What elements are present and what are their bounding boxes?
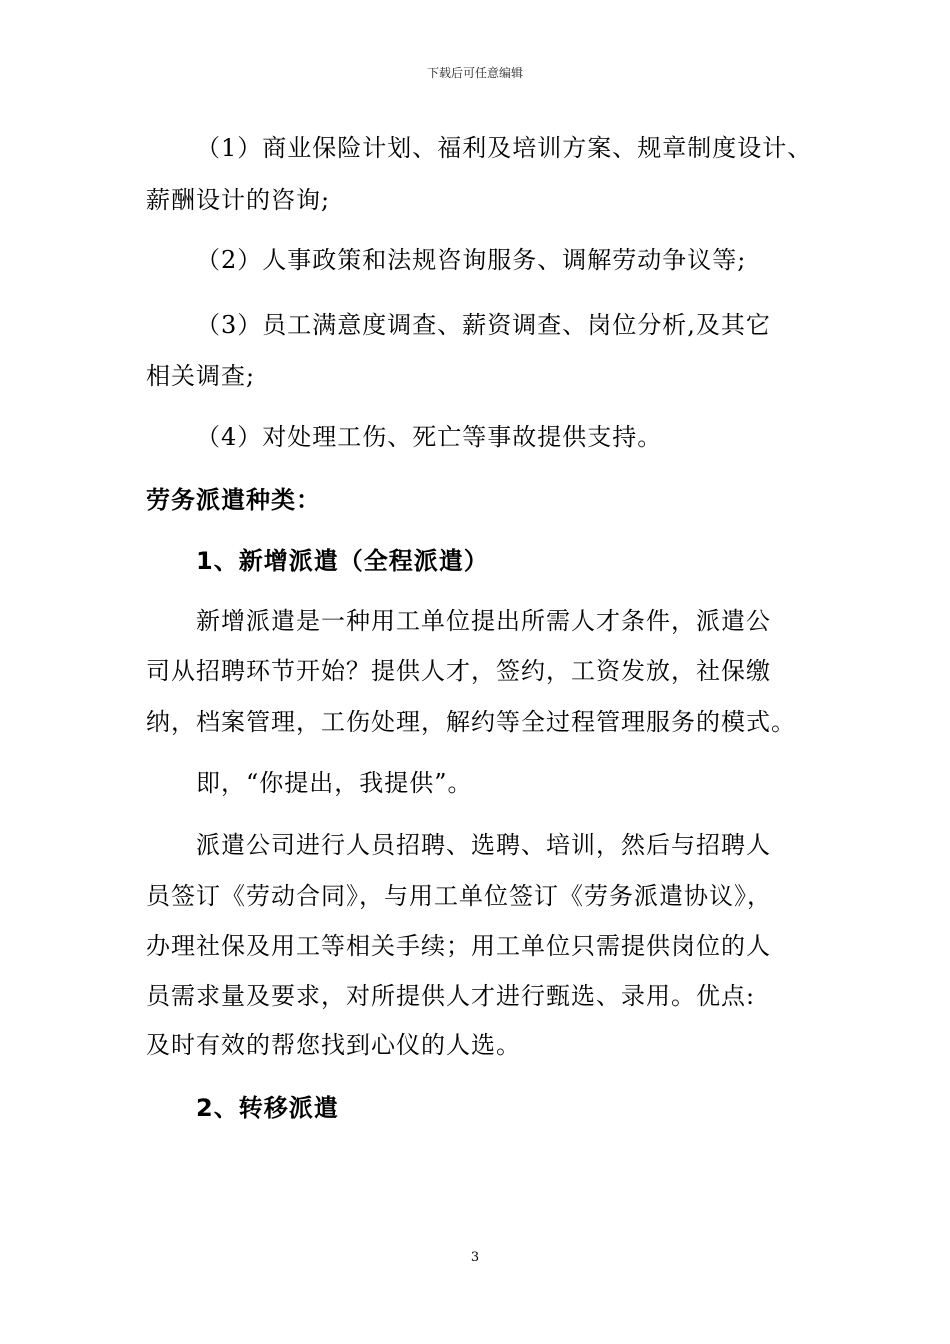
paragraph-line: 薪酬设计的咨询; (146, 186, 331, 214)
paragraph-line: 纳，档案管理，工伤处理，解约等全过程管理服务的模式。 (146, 708, 796, 736)
paragraph-line: 派遣公司进行人员招聘、选聘、培训，然后与招聘人 (196, 831, 771, 859)
paragraph-line: 司从招聘环节开始？提供人才，签约，工资发放，社保缴 (146, 657, 771, 685)
paragraph-line: 即，“你提出，我提供”。 (196, 769, 473, 797)
subsection-heading: 2、转移派遣 (196, 1094, 339, 1122)
paragraph-line: 员需求量及要求，对所提供人才进行甄选、录用。优点: (146, 982, 756, 1010)
paragraph-line: 办理社保及用工等相关手续；用工单位只需提供岗位的人 (146, 932, 771, 960)
paragraph-line: （3）员工满意度调查、薪资调查、岗位分析,及其它 (196, 311, 771, 339)
paragraph-line: 新增派遣是一种用工单位提出所需人才条件，派遣公 (196, 607, 771, 635)
paragraph-line: （2）人事政策和法规咨询服务、调解劳动争议等; (196, 246, 747, 274)
page-number: 3 (470, 1250, 480, 1265)
subsection-heading: 1、新增派遣（全程派遣） (196, 547, 489, 575)
paragraph-line: 相关调查; (146, 362, 256, 390)
paragraph-line: 员签订《劳动合同》，与用工单位签订《劳务派遣协议》， (146, 882, 772, 910)
paragraph-line: （1）商业保险计划、福利及培训方案、规章制度设计、 (196, 134, 813, 162)
paragraph-line: 及时有效的帮您找到心仪的人选。 (146, 1031, 521, 1059)
section-heading: 劳务派遣种类： (146, 486, 321, 514)
paragraph-line: （4）对处理工伤、死亡等事故提供支持。 (196, 423, 663, 451)
page-header: 下载后可任意编辑 (426, 66, 523, 80)
